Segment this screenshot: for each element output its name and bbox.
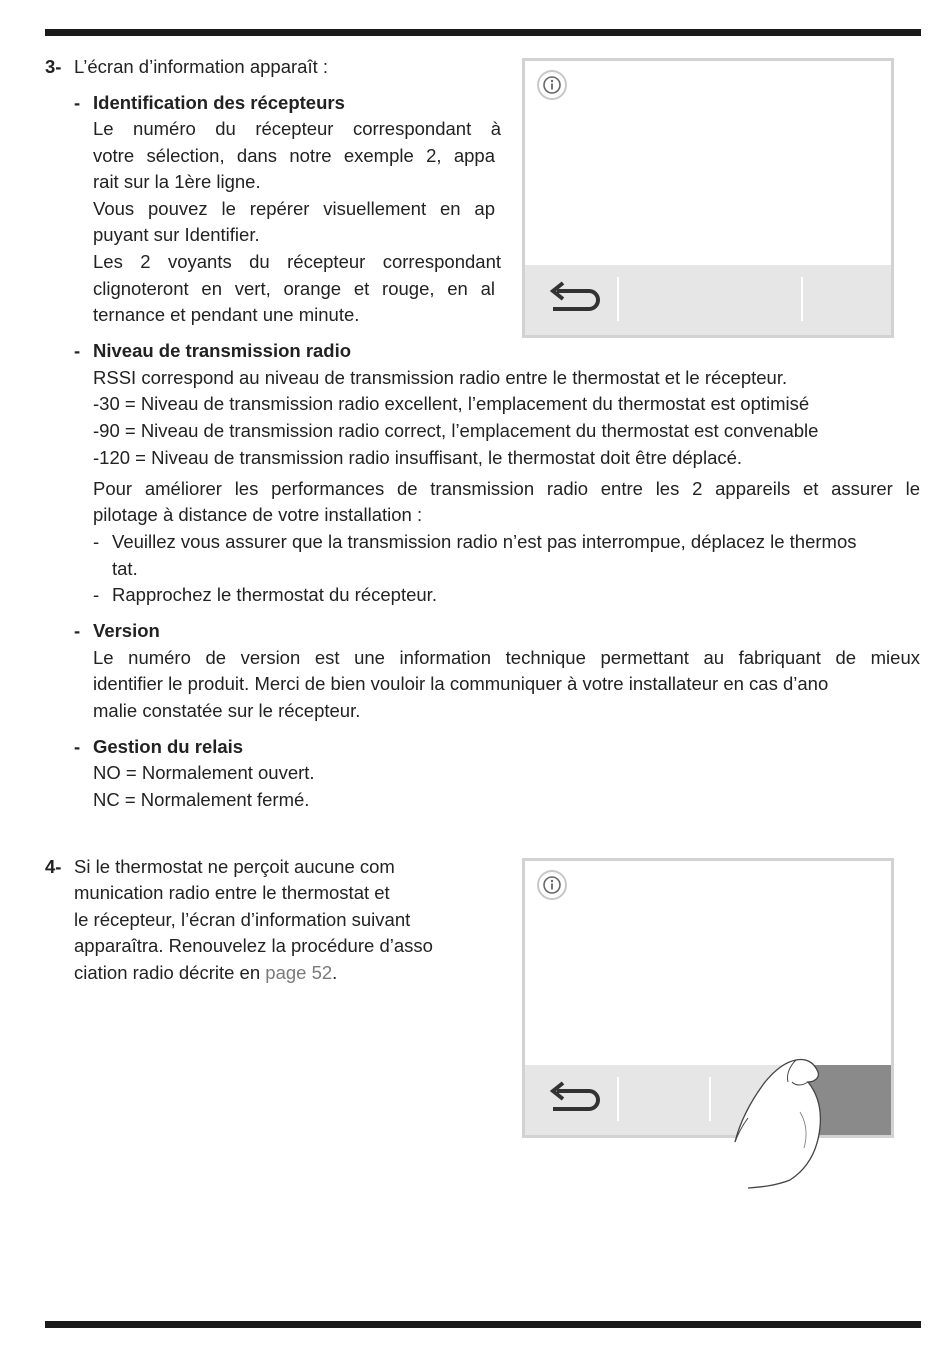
version-line: identifier le produit. Merci de bien vouloir la communiquer à votre installateur en cas d’ano <box>93 673 829 694</box>
version-title: Version <box>93 620 160 641</box>
step4-line: le récepteur, l’écran d’information suivant <box>74 909 411 930</box>
identification-line: puyant sur Identifier. <box>93 224 260 245</box>
identification-line: Vous pouvez le repérer visuellement en ap <box>93 198 495 219</box>
bullet-text: tat. <box>112 558 138 579</box>
identification-line: rait sur la 1ère ligne. <box>93 171 261 192</box>
info-icon[interactable] <box>537 70 567 100</box>
screen-button-bar <box>525 265 891 335</box>
identification-line: Le numéro du récepteur correspondant à <box>93 118 501 139</box>
step4-line: Si le thermostat ne perçoit aucune com <box>74 856 395 877</box>
improve-line: pilotage à distance de votre installation : <box>93 504 423 525</box>
step3-intro: L’écran d’information apparaît : <box>74 56 329 77</box>
step4-line: apparaîtra. Renouvelez la procédure d’asso <box>74 935 433 956</box>
relais-dash: - <box>74 736 81 757</box>
radio-line: -120 = Niveau de transmission radio insuffisant, le thermostat doit être déplacé. <box>93 447 743 468</box>
radio-dash: - <box>74 340 81 361</box>
version-line: Le numéro de version est une information technique permettant au fabriquant de mieux <box>93 647 920 668</box>
radio-line: RSSI correspond au niveau de transmission radio entre le thermostat et le récepteur. <box>93 367 788 388</box>
bottom-rule <box>45 1321 921 1328</box>
radio-title: Niveau de transmission radio <box>93 340 352 361</box>
version-dash: - <box>74 620 81 641</box>
radio-line: -90 = Niveau de transmission radio correct, l’emplacement du thermostat est convenable <box>93 420 819 441</box>
radio-line: -30 = Niveau de transmission radio excellent, l’emplacement du thermostat est optimisé <box>93 393 810 414</box>
bullet-dash: - <box>93 531 100 552</box>
identification-dash: - <box>74 92 81 113</box>
bullet-dash: - <box>93 584 100 605</box>
bullet-text: Rapprochez le thermostat du récepteur. <box>112 584 437 605</box>
identification-line: clignoteront en vert, orange et rouge, en al <box>93 278 495 299</box>
step4-last-suffix: . <box>332 962 338 983</box>
thermostat-screen-info <box>522 58 894 338</box>
identification-line: ternance et pendant une minute. <box>93 304 360 325</box>
top-rule <box>45 29 921 36</box>
button-separator <box>801 277 803 321</box>
back-arrow-icon[interactable] <box>543 280 601 320</box>
button-separator <box>617 277 619 321</box>
info-icon[interactable] <box>537 870 567 900</box>
relais-title: Gestion du relais <box>93 736 244 757</box>
button-separator <box>617 1077 619 1121</box>
version-line: malie constatée sur le récepteur. <box>93 700 361 721</box>
step4-line: munication radio entre le thermostat et <box>74 882 390 903</box>
step4-last-prefix: ciation radio décrite en <box>74 962 261 983</box>
identification-line: votre sélection, dans notre exemple 2, appa <box>93 145 495 166</box>
identification-line: Les 2 voyants du récepteur correspondant <box>93 251 501 272</box>
step3-number: 3- <box>45 56 62 77</box>
step4-number: 4- <box>45 856 62 877</box>
relais-line: NO = Normalement ouvert. <box>93 762 315 783</box>
button-separator <box>709 1077 711 1121</box>
step4-last-line <box>74 960 337 987</box>
page-link[interactable]: page 52 <box>265 962 333 983</box>
hand-pointer-icon <box>730 1052 850 1192</box>
identification-title: Identification des récepteurs <box>93 92 345 113</box>
relais-line: NC = Normalement fermé. <box>93 789 310 810</box>
back-arrow-icon[interactable] <box>543 1080 601 1120</box>
bullet-text: Veuillez vous assurer que la transmission radio n’est pas interrompue, déplacez le thermos <box>112 531 857 552</box>
improve-line: Pour améliorer les performances de transmission radio entre les 2 appareils et assurer le <box>93 478 920 499</box>
